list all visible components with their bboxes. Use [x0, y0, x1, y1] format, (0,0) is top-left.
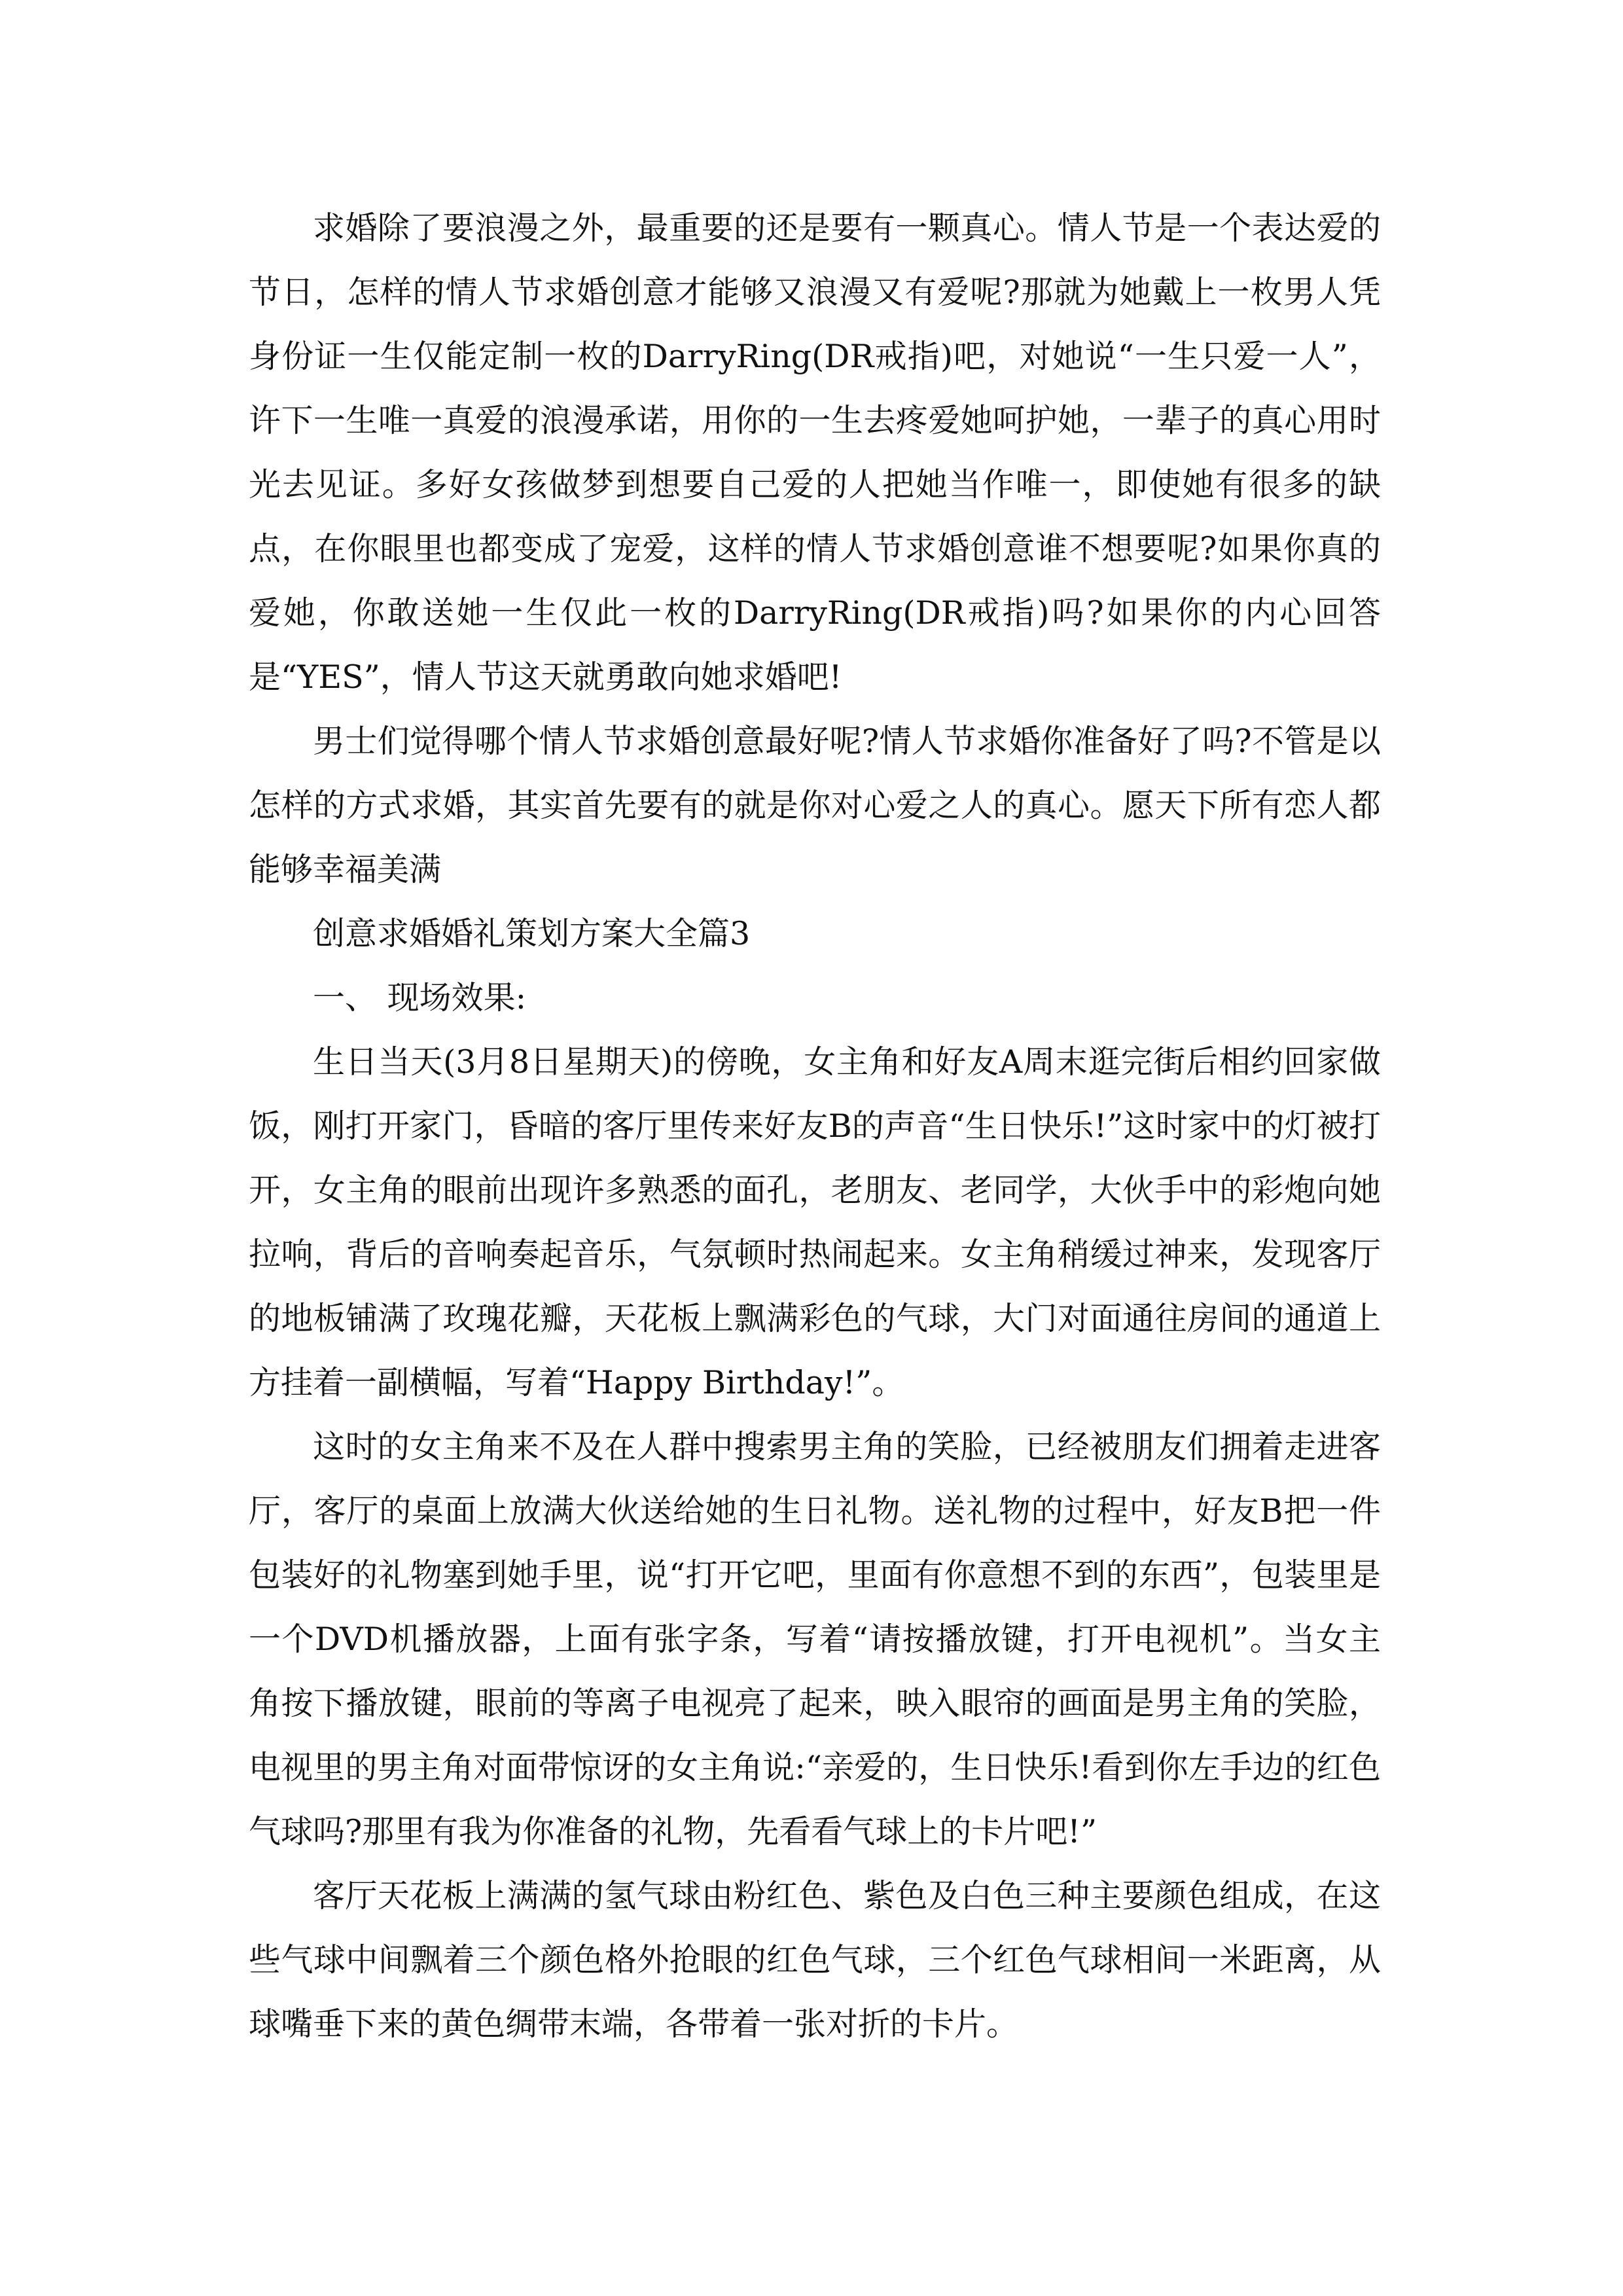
- section-title: 创意求婚婚礼策划方案大全篇3: [313, 915, 751, 952]
- paragraph-birthday-scene: 生日当天(3月8日星期天)的傍晚，女主角和好友A周末逛完街后相约回家做饭，刚打开家门，昏暗的客厅里传来好友B的声音“生日快乐!”这时家中的灯被打开，女主角的眼前出现许多熟悉的面孔，老朋友、老同学，大伙手中的彩炮向她拉响，背后的音响奏起音乐，气氛顿时热闹起来。女主角稍缓过神来，发现客厅的地板铺满了玫瑰花瓣，天花板上飘满彩色的气球，大门对面通往房间的通道上方挂着一副横幅，写着“Happy Birthday!”。: [249, 1043, 1381, 1401]
- paragraph-proposal-sincerity: 求婚除了要浪漫之外，最重要的还是要有一颗真心。情人节是一个表达爱的节日，怎样的情人节求婚创意才能够又浪漫又有爱呢?那就为她戴上一枚男人凭身份证一生仅能定制一枚的DarryRing(DR戒指)吧，对她说“一生只爱一人”，许下一生唯一真爱的浪漫承诺，用你的一生去疼爱她呵护她，一辈子的真心用时光去见证。多好女孩做梦到想要自己爱的人把她当作唯一，即使她有很多的缺点，在你眼里也都变成了宠爱，这样的情人节求婚创意谁不想要呢?如果你真的爱她，你敢送她一生仅此一枚的DarryRing(DR戒指)吗?如果你的内心回答是“YES”，情人节这天就勇敢向她求婚吧!: [249, 209, 1381, 696]
- subsection-title: 一、 现场效果:: [313, 979, 527, 1016]
- paragraph-balloons: 客厅天花板上满满的氢气球由粉红色、紫色及白色三种主要颜色组成，在这些气球中间飘着三个颜色格外抢眼的红色气球，三个红色气球相间一米距离，从球嘴垂下来的黄色绸带末端，各带着一张对折的卡片。: [249, 1877, 1381, 2043]
- paragraph-proposal-question: 男士们觉得哪个情人节求婚创意最好呢?情人节求婚你准备好了吗?不管是以怎样的方式求婚，其实首先要有的就是你对心爱之人的真心。愿天下所有恋人都能够幸福美满: [249, 723, 1381, 888]
- document-body: [249, 196, 1381, 2056]
- paragraph-gift-dvd: 这时的女主角来不及在人群中搜索男主角的笑脸，已经被朋友们拥着走进客厅，客厅的桌面上放满大伙送给她的生日礼物。送礼物的过程中，好友B把一件包装好的礼物塞到她手里，说“打开它吧，里面有你意想不到的东西”，包装里是一个DVD机播放器，上面有张字条，写着“请按播放键，打开电视机”。当女主角按下播放键，眼前的等离子电视亮了起来，映入眼帘的画面是男主角的笑脸，电视里的男主角对面带惊讶的女主角说:“亲爱的，生日快乐!看到你左手边的红色气球吗?那里有我为你准备的礼物，先看看气球上的卡片吧!”: [249, 1428, 1381, 1850]
